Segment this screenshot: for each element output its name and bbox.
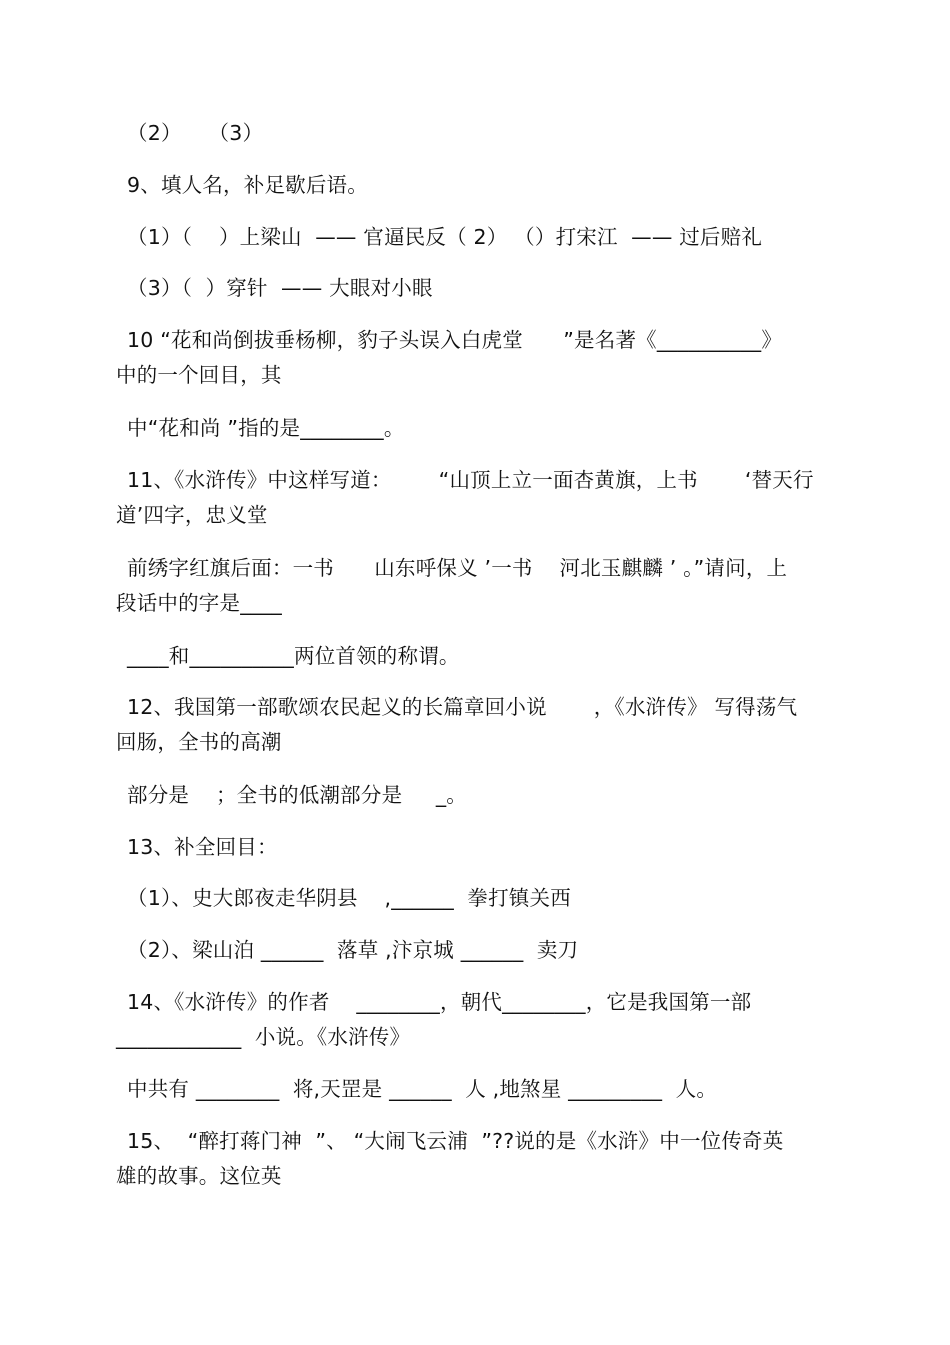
question-12-line-2: 回肠，全书的高潮 — [116, 730, 282, 754]
question-13-title: 13、补全回目： — [127, 835, 278, 859]
question-11-line-4: 段话中的字是____ — [116, 591, 282, 615]
question-12-line-3: 部分是 ；全书的低潮部分是 _。 — [127, 783, 467, 807]
question-10-line-1: 10 “花和尚倒拔垂杨柳，豹子头误入白虎堂 ”是名著《__________》 — [127, 328, 783, 352]
question-14-line-2: ____________ 小说。《水浒传》 — [116, 1025, 411, 1049]
question-10-line-3: 中“花和尚 ”指的是________。 — [127, 416, 405, 440]
question-15-line-1: 15、 “醉打蒋门神 ”、 “大闹飞云浦 ”??说的是《水浒》中一位传奇英 — [127, 1129, 784, 1153]
question-13-item-2: （2）、梁山泊 ______ 落草 ,汴京城 ______ 卖刀 — [127, 938, 579, 962]
question-14-line-3: 中共有 ________ 将,天罡是 ______ 人 ,地煞星 _________ 人。 — [127, 1077, 718, 1101]
question-9-item-1-2: （1）（ ）上梁山 —— 官逼民反（ 2） （）打宋江 —— 过后赔礼 — [127, 225, 763, 249]
question-11-line-3: 前绣字红旗后面：一书 山东呼保义 ’一书 河北玉麒麟 ’ 。”请问，上 — [127, 556, 788, 580]
question-9-title: 9、填人名，补足歇后语。 — [127, 173, 368, 197]
question-10-line-2: 中的一个回目，其 — [116, 363, 282, 387]
question-15-line-2: 雄的故事。这位英 — [116, 1164, 282, 1188]
question-12-line-1: 12、我国第一部歌颂农民起义的长篇章回小说 ，《水浒传》 写得荡气 — [127, 695, 798, 719]
question-13-item-1: （1）、史大郎夜走华阴县 ,______ 拳打镇关西 — [127, 886, 571, 910]
question-11-line-1: 11、《水浒传》中这样写道： “山顶上立一面杏黄旗，上书 ‘替天行 — [127, 468, 814, 492]
question-11-line-2: 道’四字，忠义堂 — [116, 503, 268, 527]
text-line-answers-2-3: （2） （3） — [127, 121, 264, 145]
question-14-line-1: 14、《水浒传》的作者 ________，朝代________，它是我国第一部 — [127, 990, 752, 1014]
question-9-item-3: （3）（ ）穿针 —— 大眼对小眼 — [127, 276, 433, 300]
question-11-line-5: ____和__________两位首领的称谓。 — [127, 644, 460, 668]
